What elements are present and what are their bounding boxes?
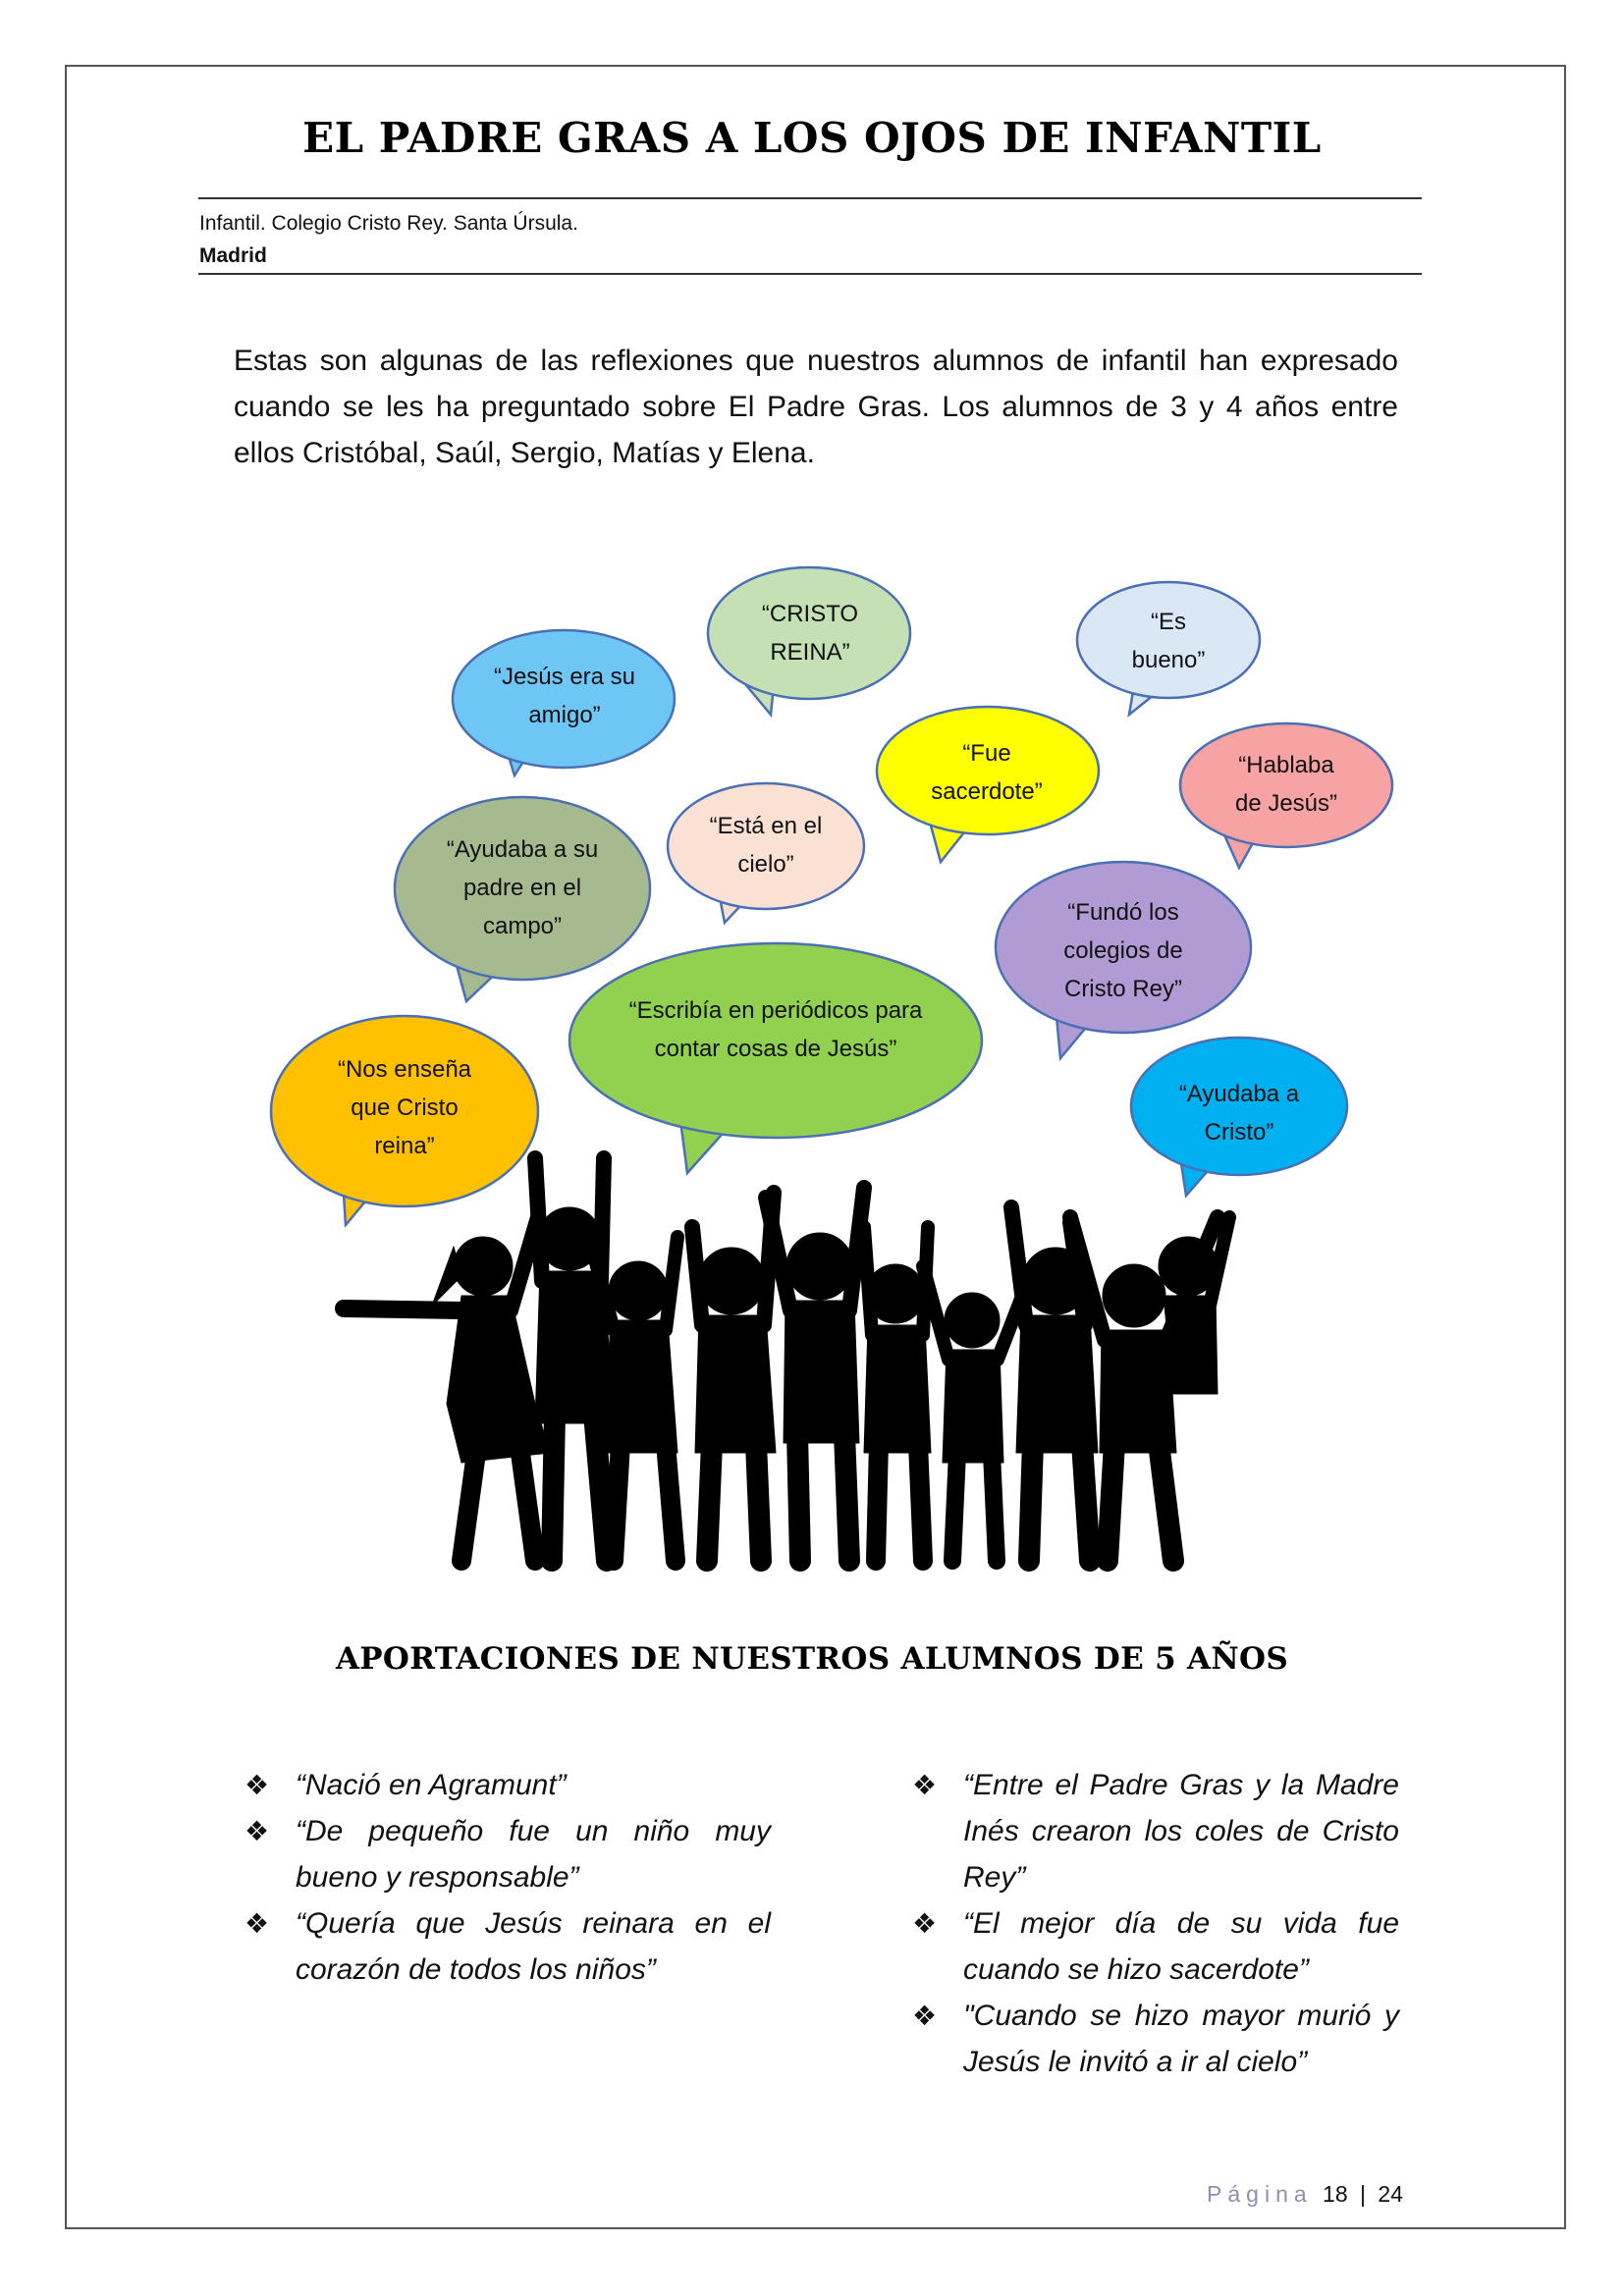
city-line: Madrid: [199, 244, 267, 267]
bubble-ayudaba-padre: “Ayudaba a su padre en el campo”: [446, 836, 599, 939]
page-title: EL PADRE GRAS A LOS OJOS DE INFANTIL: [302, 114, 1322, 162]
list-item: ❖ "Cuando se hizo mayor murió y Jesús le invitó a ir al cielo”: [908, 1993, 1399, 2085]
diamond-bullet-icon: ❖: [912, 2001, 938, 2031]
diamond-bullet-icon: ❖: [912, 1770, 938, 1800]
bubble-cristo-reina: “CRISTO REINA”: [761, 601, 859, 666]
bubble-nos-ensena: “Nos enseña que Cristo reina”: [337, 1056, 472, 1159]
diamond-bullet-icon: ❖: [244, 1908, 270, 1939]
school-line: Infantil. Colegio Cristo Rey. Santa Úrsula.: [199, 212, 578, 235]
bubble-jesus-amigo: “Jesús era su amigo”: [493, 664, 636, 728]
list-item: ❖ “Nació en Agramunt”: [241, 1762, 771, 1808]
bubble-fundo-colegios: “Fundó los colegios de Cristo Rey”: [1063, 899, 1183, 1002]
list-right: [908, 1762, 1399, 2085]
list-item: ❖ “Quería que Jesús reinara en el corazón de todos los niños”: [241, 1900, 771, 1993]
bubble-fue-sacerdote: “Fue sacerdote”: [931, 740, 1043, 805]
page-footer: [1207, 2181, 1403, 2208]
page-total: 24: [1378, 2181, 1403, 2207]
bubble-es-bueno: “Es bueno”: [1131, 609, 1206, 673]
page-number: 18: [1323, 2181, 1348, 2207]
diamond-bullet-icon: ❖: [912, 1908, 938, 1939]
diamond-bullet-icon: ❖: [244, 1816, 270, 1846]
bubble-escribia-periodicos: “Escribía en periódicos para contar cosas de Jesús”: [628, 997, 923, 1062]
intro-paragraph: Estas son algunas de las reflexiones que nuestros alumnos de infantil han expresado cuando se les ha preguntado sobre El Padre Gras. Los alumnos de 3 y 4 años entre ellos Cristóbal, Saúl, Sergio, Matías y Elena.: [234, 345, 1398, 469]
list-item: ❖ “Entre el Padre Gras y la Madre Inés crearon los coles de Cristo Rey”: [908, 1762, 1399, 1900]
bubble-hablaba-jesus: “Hablaba de Jesús”: [1234, 752, 1338, 817]
list-item: ❖ “De pequeño fue un niño muy bueno y responsable”: [241, 1808, 771, 1900]
page-label: Página: [1207, 2181, 1313, 2207]
bubble-ayudaba-cristo: “Ayudaba a Cristo”: [1178, 1081, 1300, 1146]
section-title: APORTACIONES DE NUESTROS ALUMNOS DE 5 AÑOS: [335, 1641, 1289, 1677]
list-item: ❖ “El mejor día de su vida fue cuando se hizo sacerdote”: [908, 1900, 1399, 1993]
list-left: [241, 1762, 771, 1993]
bubble-esta-cielo: “Está en el cielo”: [709, 813, 823, 878]
footer-separator: |: [1360, 2181, 1367, 2207]
diamond-bullet-icon: ❖: [244, 1770, 270, 1800]
